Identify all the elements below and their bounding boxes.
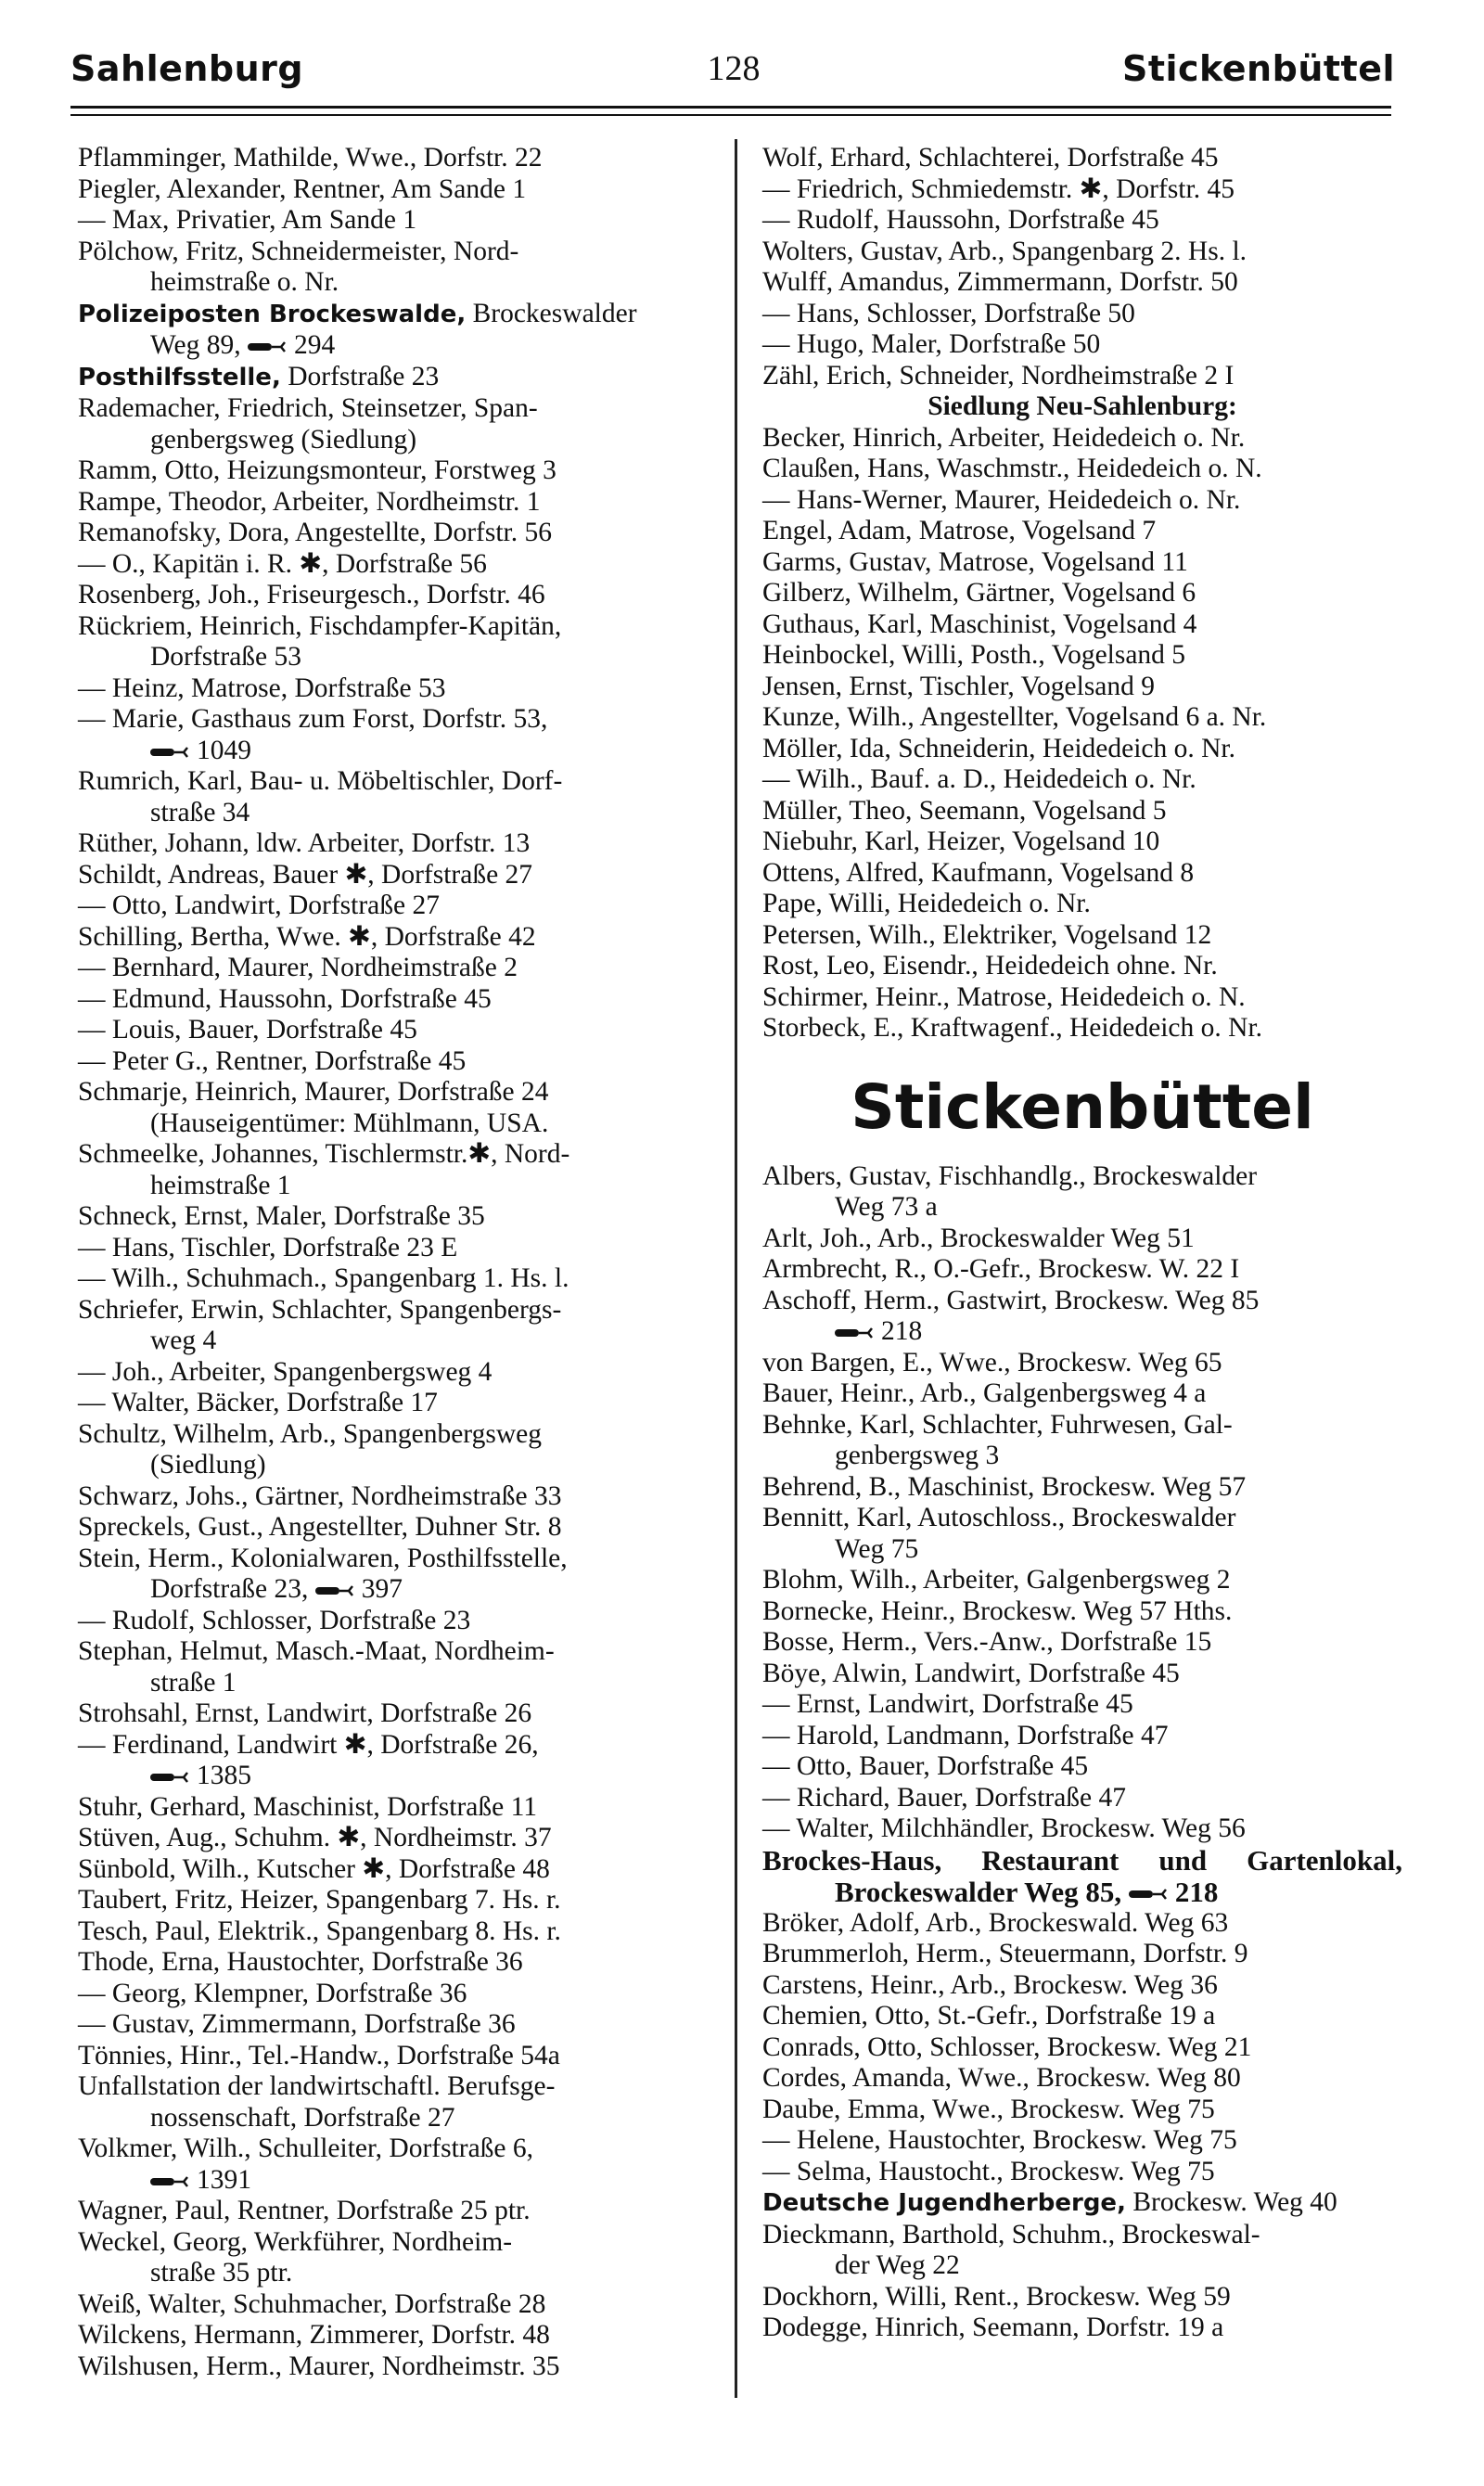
directory-entry — [762, 1410, 1402, 1472]
directory-entry — [762, 578, 1402, 609]
directory-entry — [78, 2196, 718, 2227]
entry-text: Tönnies, Hinr., Tel.-Handw., Dorfstraße 54a — [78, 2040, 560, 2070]
directory-entry — [762, 2032, 1402, 2064]
directory-entry — [762, 2063, 1402, 2095]
directory-entry — [78, 1512, 718, 1544]
directory-entry — [762, 1970, 1402, 2002]
right-top-entries — [762, 143, 1402, 391]
entry-text: Petersen, Wilh., Elektriker, Vogelsand 12 — [762, 919, 1212, 950]
directory-entry — [762, 2282, 1402, 2313]
entry-text: Pape, Willi, Heidedeich o. Nr. — [762, 889, 1091, 918]
entry-text: Albers, Gustav, Fischhandlg., Brockeswalder Weg 73 a — [762, 1160, 1258, 1222]
telephone-icon — [150, 746, 191, 759]
directory-entry — [762, 454, 1402, 485]
telephone-icon — [248, 340, 288, 353]
entry-text: — Max, Privatier, Am Sande 1 — [78, 205, 417, 235]
directory-entry — [762, 205, 1402, 237]
entry-text: Brummerloh, Herm., Steuermann, Dorfstr. 9 — [762, 1939, 1248, 1968]
directory-entry — [762, 2095, 1402, 2126]
directory-entry — [762, 237, 1402, 268]
entry-text: Pölchow, Fritz, Schneidermeister, Nord- heimstraße o. Nr. — [78, 236, 519, 297]
entry-text: Blohm, Wilh., Arbeiter, Galgenbergsweg 2 — [762, 1565, 1231, 1595]
entry-text: — Wilh., Schuhmach., Spangenbarg 1. Hs. l. — [78, 1263, 569, 1293]
entry-text: — O., Kapitän i. R. ✱, Dorfstraße 56 — [78, 548, 487, 579]
entry-text: — Gustav, Zimmermann, Dorfstraße 36 — [78, 2009, 516, 2039]
telephone-number: 1049 — [197, 735, 251, 765]
entry-text: Rückriem, Heinrich, Fischdampfer-Kapitän, Dorfstraße 53 — [78, 610, 562, 672]
directory-entry — [78, 2320, 718, 2351]
directory-entry — [78, 1357, 718, 1389]
directory-entry — [78, 673, 718, 705]
directory-entry — [762, 1908, 1402, 1940]
business-notice — [762, 1845, 1402, 1908]
notice-text: Brockes-Haus, Restaurant und Gartenlokal, Brockeswalder Weg 85, — [762, 1843, 1402, 1908]
directory-entry — [78, 143, 718, 174]
directory-entry — [762, 361, 1402, 392]
entry-text: Möller, Ida, Schneiderin, Heidedeich o. Nr. — [762, 733, 1235, 763]
directory-entry — [78, 704, 718, 766]
directory-entry — [78, 611, 718, 673]
directory-entry — [762, 1348, 1402, 1379]
entry-text: Rosenberg, Joh., Friseurgesch., Dorfstr. 46 — [78, 580, 545, 609]
telephone-icon — [315, 1584, 356, 1597]
telephone-number: 1391 — [197, 2164, 251, 2195]
directory-entry — [762, 267, 1402, 299]
entry-bold-name: Posthilfsstelle, — [78, 363, 281, 391]
directory-entry — [762, 1161, 1402, 1224]
directory-entry — [762, 1721, 1402, 1752]
entry-text: Daube, Emma, Wwe., Brockesw. Weg 75 — [762, 2094, 1215, 2124]
entry-text: — Edmund, Haussohn, Dorfstraße 45 — [78, 983, 492, 1014]
directory-entry — [762, 1596, 1402, 1628]
directory-entry — [762, 1286, 1402, 1348]
page-number: 128 — [707, 49, 761, 88]
section-title: Stickenbüttel — [851, 1070, 1314, 1143]
telephone-number: 218 — [1174, 1875, 1219, 1908]
entry-text: — Heinz, Matrose, Dorfstraße 53 — [78, 673, 446, 703]
entry-text: Schriefer, Erwin, Schlachter, Spangenbergs- weg 4 — [78, 1294, 562, 1355]
directory-entry — [78, 1233, 718, 1264]
directory-entry — [762, 1503, 1402, 1565]
directory-entry — [78, 1046, 718, 1078]
entry-text: — Helene, Haustochter, Brockesw. Weg 75 — [762, 2125, 1237, 2155]
entry-text: Niebuhr, Karl, Heizer, Vogelsand 10 — [762, 827, 1160, 856]
entry-text: Unfallstation der landwirtschaftl. Berufsge- nossenschaft, Dorfstraße 27 — [78, 2071, 556, 2133]
entry-text: Schwarz, Johs., Gärtner, Nordheimstraße 33 — [78, 1480, 562, 1511]
header-place-right: Stickenbüttel — [1121, 48, 1395, 89]
entry-text: — Harold, Landmann, Dorfstraße 47 — [762, 1720, 1169, 1750]
entry-text: Rost, Leo, Eisendr., Heidedeich ohne. Nr. — [762, 951, 1218, 980]
entry-text: Strohsahl, Ernst, Landwirt, Dorfstraße 26 — [78, 1698, 532, 1728]
directory-entry — [78, 487, 718, 519]
entry-text: Müller, Theo, Seemann, Vogelsand 5 — [762, 795, 1167, 826]
directory-entry — [78, 860, 718, 891]
telephone-icon — [150, 1771, 191, 1784]
entry-text: — Joh., Arbeiter, Spangenbergsweg 4 — [78, 1356, 493, 1387]
entry-text: Arlt, Joh., Arb., Brockeswalder Weg 51 — [762, 1223, 1195, 1253]
entry-text: Rampe, Theodor, Arbeiter, Nordheimstr. 1 — [78, 486, 541, 517]
entry-text: Rüther, Johann, ldw. Arbeiter, Dorfstr. 13 — [78, 828, 531, 858]
directory-entry — [78, 2289, 718, 2321]
directory-entry — [762, 423, 1402, 455]
directory-entry — [78, 2041, 718, 2072]
telephone-icon — [150, 2175, 191, 2188]
directory-entry — [762, 1472, 1402, 1504]
entry-text: Bornecke, Heinr., Brockesw. Weg 57 Hths. — [762, 1595, 1233, 1626]
directory-entry — [78, 580, 718, 611]
directory-entry — [78, 455, 718, 487]
directory-entry — [762, 827, 1402, 858]
entry-text: Garms, Gustav, Matrose, Vogelsand 11 — [762, 546, 1188, 577]
directory-entry — [78, 1015, 718, 1046]
entry-text: Wilshusen, Herm., Maurer, Nordheimstr. 35 — [78, 2351, 560, 2381]
directory-entry — [762, 1939, 1402, 1970]
entry-text: Bennitt, Karl, Autoschloss., Brockeswalder Weg 75 — [762, 1503, 1236, 1564]
entry-text: Armbrecht, R., O.-Gefr., Brockesw. W. 22 I — [762, 1254, 1240, 1284]
entry-text: Schilling, Bertha, Wwe. ✱, Dorfstraße 42 — [78, 921, 536, 952]
entry-text: — Rudolf, Schlosser, Dorfstraße 23 — [78, 1605, 471, 1635]
directory-entry — [762, 1254, 1402, 1286]
directory-entry — [78, 237, 718, 299]
directory-entry — [762, 640, 1402, 672]
directory-entry — [762, 1565, 1402, 1596]
entry-text: Weiß, Walter, Schuhmacher, Dorfstraße 28 — [78, 2288, 546, 2319]
telephone-number: 218 — [881, 1316, 923, 1346]
directory-entry — [762, 1659, 1402, 1690]
entry-text: — Louis, Bauer, Dorfstraße 45 — [78, 1015, 417, 1044]
header-rule-top — [70, 106, 1391, 109]
entry-text: Volkmer, Wilh., Schulleiter, Dorfstraße 6, — [78, 2134, 534, 2163]
entry-text: Wolf, Erhard, Schlachterei, Dorfstraße 45 — [762, 143, 1219, 173]
entry-text: Stephan, Helmut, Masch.-Maat, Nordheim- straße 1 — [78, 1636, 555, 1698]
settlement-entries — [762, 423, 1402, 1044]
directory-entry — [762, 858, 1402, 890]
directory-entry — [78, 1139, 718, 1201]
directory-entry — [762, 764, 1402, 796]
telephone-icon — [1129, 1888, 1170, 1901]
entry-text: Piegler, Alexander, Rentner, Am Sande 1 — [78, 173, 527, 204]
entry-text: Jensen, Ernst, Tischler, Vogelsand 9 — [762, 671, 1156, 701]
directory-entry — [78, 2351, 718, 2383]
entry-text: Sünbold, Wilh., Kutscher ✱, Dorfstraße 48 — [78, 1853, 550, 1884]
telephone-number: 397 — [361, 1574, 403, 1604]
entry-text: Chemien, Otto, St.-Gefr., Dorfstraße 19 a — [762, 2001, 1216, 2031]
directory-entry — [762, 889, 1402, 920]
directory-entry — [762, 1378, 1402, 1410]
directory-entry — [78, 922, 718, 954]
directory-entry — [762, 1627, 1402, 1659]
directory-entry — [762, 920, 1402, 952]
directory-entry — [78, 1263, 718, 1295]
directory-entry — [78, 1201, 718, 1233]
directory-entry — [762, 547, 1402, 579]
entry-text: — Hans, Tischler, Dorfstraße 23 E — [78, 1232, 458, 1262]
entry-text: — Ernst, Landwirt, Dorfstraße 45 — [762, 1689, 1133, 1719]
directory-entry — [78, 1916, 718, 1948]
entry-text: Stuhr, Gerhard, Maschinist, Dorfstraße 11 — [78, 1791, 538, 1822]
directory-entry — [78, 1698, 718, 1730]
entry-text: Pflamminger, Mathilde, Wwe., Dorfstr. 22 — [78, 143, 543, 173]
entry-text: Tesch, Paul, Elektrik., Spangenbarg 8. Hs. r. — [78, 1916, 561, 1946]
directory-entry — [78, 1979, 718, 2010]
directory-entry — [78, 174, 718, 206]
entry-text: Böye, Alwin, Landwirt, Dorfstraße 45 — [762, 1658, 1180, 1688]
directory-entry — [78, 953, 718, 984]
entry-text: Wulff, Amandus, Zimmermann, Dorfstr. 50 — [762, 267, 1238, 297]
directory-entry — [762, 1224, 1402, 1255]
entry-text: — Hans-Werner, Maurer, Heidedeich o. Nr. — [762, 484, 1241, 515]
directory-entry — [78, 1419, 718, 1481]
entry-text: Dorfstraße 23 — [288, 361, 440, 391]
entry-text: Dieckmann, Barthold, Schuhm., Brockeswal- der Weg 22 — [762, 2219, 1260, 2280]
entry-text: Schirmer, Heinr., Matrose, Heidedeich o. N. — [762, 981, 1246, 1012]
settlement-subheading: Siedlung Neu-Sahlenburg: — [928, 391, 1237, 421]
entry-text: — Selma, Haustocht., Brockesw. Weg 75 — [762, 2156, 1215, 2186]
directory-entry — [78, 1295, 718, 1357]
directory-entry — [78, 828, 718, 860]
directory-entry — [78, 766, 718, 828]
directory-entry — [78, 1823, 718, 1854]
directory-entry — [78, 1388, 718, 1419]
entry-text: Guthaus, Karl, Maschinist, Vogelsand 4 — [762, 609, 1197, 639]
directory-entry — [78, 1077, 718, 1139]
entry-text: Wolters, Gustav, Arb., Spangenbarg 2. Hs. l. — [762, 236, 1247, 266]
directory-entry — [762, 1783, 1402, 1814]
entry-text: — Walter, Bäcker, Dorfstraße 17 — [78, 1388, 438, 1417]
directory-entry — [762, 672, 1402, 703]
directory-entry — [762, 2220, 1402, 2282]
entry-text: — Peter G., Rentner, Dorfstraße 45 — [78, 1045, 467, 1076]
entry-bold-name: Deutsche Jugendherberge, — [762, 2189, 1126, 2217]
directory-entry — [762, 2157, 1402, 2188]
entry-text: — Hugo, Maler, Dorfstraße 50 — [762, 329, 1101, 359]
directory-entry — [78, 2134, 718, 2196]
entry-text: Zähl, Erich, Schneider, Nordheimstraße 2 I — [762, 360, 1235, 391]
directory-entry — [78, 984, 718, 1016]
entry-text: — Ferdinand, Landwirt ✱, Dorfstraße 26, — [78, 1729, 539, 1760]
directory-entry — [762, 1813, 1402, 1845]
entry-text: Claußen, Hans, Waschmstr., Heidedeich o. N. — [762, 454, 1262, 483]
entry-text: — Otto, Landwirt, Dorfstraße 27 — [78, 891, 440, 920]
entry-text: Ottens, Alfred, Kaufmann, Vogelsand 8 — [762, 857, 1195, 888]
entry-text: Ramm, Otto, Heizungsmonteur, Forstweg 3 — [78, 455, 556, 485]
entry-text: Kunze, Wilh., Angestellter, Vogelsand 6 a. Nr. — [762, 702, 1267, 732]
telephone-number: 294 — [293, 330, 336, 360]
entry-text: Conrads, Otto, Schlosser, Brockesw. Weg 21 — [762, 2031, 1252, 2062]
directory-entry — [78, 891, 718, 922]
directory-entry — [78, 1730, 718, 1792]
entry-text: Behrend, B., Maschinist, Brockesw. Weg 57 — [762, 1471, 1247, 1502]
entry-text: — Walter, Milchhändler, Brockesw. Weg 56 — [762, 1813, 1246, 1843]
header-rule-bottom — [70, 114, 1391, 116]
entry-text: Becker, Hinrich, Arbeiter, Heidedeich o. Nr. — [762, 422, 1246, 453]
entry-text: Rumrich, Karl, Bau- u. Möbeltischler, Dorf- straße 34 — [78, 766, 563, 827]
header-place-left: Sahlenburg — [70, 48, 304, 89]
entry-text: Schmeelke, Johannes, Tischlermstr.✱, Nord- heimstraße 1 — [78, 1139, 570, 1200]
entry-text: Aschoff, Herm., Gastwirt, Brockesw. Weg 85 — [762, 1285, 1260, 1315]
entry-text: Cordes, Amanda, Wwe., Brockesw. Weg 80 — [762, 2063, 1241, 2093]
directory-entry — [78, 205, 718, 237]
entry-text: Rademacher, Friedrich, Steinsetzer, Span- genbergsweg (Siedlung) — [78, 393, 538, 455]
right-column — [762, 143, 1402, 2344]
directory-entry — [762, 2313, 1402, 2344]
entry-text: — Otto, Bauer, Dorfstraße 45 — [762, 1751, 1089, 1781]
entry-text: Schneck, Ernst, Maler, Dorfstraße 35 — [78, 1201, 485, 1231]
entry-text: Taubert, Fritz, Heizer, Spangenbarg 7. Hs. r. — [78, 1885, 561, 1915]
entry-text: Behnke, Karl, Schlachter, Fuhrwesen, Gal- genbergsweg 3 — [762, 1409, 1233, 1470]
directory-entry — [762, 609, 1402, 641]
directory-entry — [762, 1689, 1402, 1721]
entry-text: Stüven, Aug., Schuhm. ✱, Nordheimstr. 37 — [78, 1823, 552, 1852]
entry-text: Schmarje, Heinrich, Maurer, Dorfstraße 24 (Hauseigentümer: Mühlmann, USA. — [78, 1077, 549, 1138]
entry-text: von Bargen, E., Wwe., Brockesw. Weg 65 — [762, 1347, 1222, 1378]
entry-text: Engel, Adam, Matrose, Vogelsand 7 — [762, 516, 1157, 545]
directory-entry — [78, 1792, 718, 1824]
directory-entry — [78, 1947, 718, 1979]
directory-entry — [78, 1481, 718, 1513]
column-divider — [735, 139, 737, 2398]
directory-entry — [78, 1854, 718, 1886]
directory-entry — [762, 1013, 1402, 1044]
entry-text: — Friedrich, Schmiedemstr. ✱, Dorfstr. 45 — [762, 173, 1235, 204]
entry-text: Bauer, Heinr., Arb., Galgenbergsweg 4 a — [762, 1378, 1207, 1408]
directory-entry — [78, 549, 718, 581]
directory-entry — [762, 516, 1402, 547]
entry-text: Brockesw. Weg 40 — [1132, 2187, 1337, 2217]
entry-text: Schultz, Wilhelm, Arb., Spangenbergsweg (Siedlung) — [78, 1418, 542, 1480]
directory-entry — [762, 982, 1402, 1014]
directory-entry — [762, 174, 1402, 206]
directory-entry — [762, 951, 1402, 982]
entry-text: Remanofsky, Dora, Angestellte, Dorfstr. 56 — [78, 518, 552, 547]
page-header — [70, 45, 1395, 100]
directory-entry — [762, 143, 1402, 174]
entry-text: — Richard, Bauer, Dorfstraße 47 — [762, 1782, 1127, 1813]
directory-entry — [762, 2001, 1402, 2032]
directory-entry — [78, 1606, 718, 1637]
entry-text: — Marie, Gasthaus zum Forst, Dorfstr. 53, — [78, 704, 548, 734]
telephone-number: 1385 — [197, 1761, 251, 1790]
directory-entry — [78, 518, 718, 549]
entry-bold-name: Polizeiposten Brockeswalde, — [78, 300, 467, 328]
entry-text: Brockeswalder Weg 89, — [150, 298, 637, 360]
directory-entry — [762, 796, 1402, 827]
directory-entry — [78, 1636, 718, 1698]
directory-entry — [762, 485, 1402, 517]
entry-text: — Rudolf, Haussohn, Dorfstraße 45 — [762, 205, 1159, 235]
directory-entry — [78, 299, 718, 362]
directory-entry — [78, 2009, 718, 2041]
entry-text: Spreckels, Gust., Angestellter, Duhner Str. 8 — [78, 1512, 562, 1542]
directory-entry — [762, 734, 1402, 765]
directory-entry — [78, 2071, 718, 2134]
directory-entry — [762, 2187, 1402, 2220]
directory-entry — [78, 1885, 718, 1916]
entry-text: Weckel, Georg, Werkführer, Nordheim- straße 35 ptr. — [78, 2226, 513, 2287]
directory-entry — [78, 2227, 718, 2289]
entry-text: Storbeck, E., Kraftwagenf., Heidedeich o. Nr. — [762, 1013, 1263, 1043]
left-column — [78, 143, 718, 2382]
directory-entry — [78, 362, 718, 394]
directory-entry — [762, 299, 1402, 330]
directory-entry — [762, 329, 1402, 361]
entry-text: Stein, Herm., Kolonialwaren, Posthilfsstelle, Dorfstraße 23, — [78, 1543, 568, 1604]
entry-text: — Georg, Klempner, Dorfstraße 36 — [78, 1978, 467, 2008]
entry-text: — Wilh., Bauf. a. D., Heidedeich o. Nr. — [762, 764, 1196, 794]
entry-text: Dockhorn, Willi, Rent., Brockesw. Weg 59 — [762, 2281, 1231, 2312]
directory-entry — [762, 2125, 1402, 2157]
entry-text: Dodegge, Hinrich, Seemann, Dorfstr. 19 a — [762, 2313, 1224, 2342]
entry-text: Carstens, Heinr., Arb., Brockesw. Weg 36 — [762, 1969, 1218, 2000]
entry-text: Schildt, Andreas, Bauer ✱, Dorfstraße 27 — [78, 859, 533, 890]
directory-entry — [78, 1544, 718, 1606]
entry-text: — Hans, Schlosser, Dorfstraße 50 — [762, 298, 1135, 328]
entry-text: Thode, Erna, Haustochter, Dorfstraße 36 — [78, 1947, 523, 1977]
telephone-icon — [835, 1326, 876, 1339]
directory-entry — [762, 1751, 1402, 1783]
entry-text: — Bernhard, Maurer, Nordheimstraße 2 — [78, 953, 518, 982]
entry-text: Wilckens, Hermann, Zimmerer, Dorfstr. 48 — [78, 2320, 550, 2350]
directory-entry — [78, 393, 718, 455]
section-entries — [762, 1161, 1402, 2344]
entry-text: Gilberz, Wilhelm, Gärtner, Vogelsand 6 — [762, 578, 1196, 608]
entry-text: Bosse, Herm., Vers.-Anw., Dorfstraße 15 — [762, 1627, 1212, 1657]
entry-text: Heinbockel, Willi, Posth., Vogelsand 5 — [762, 640, 1186, 670]
directory-entry — [762, 702, 1402, 734]
entry-text: Bröker, Adolf, Arb., Brockeswald. Weg 63 — [762, 1907, 1229, 1938]
entry-text: Wagner, Paul, Rentner, Dorfstraße 25 ptr. — [78, 2196, 531, 2225]
